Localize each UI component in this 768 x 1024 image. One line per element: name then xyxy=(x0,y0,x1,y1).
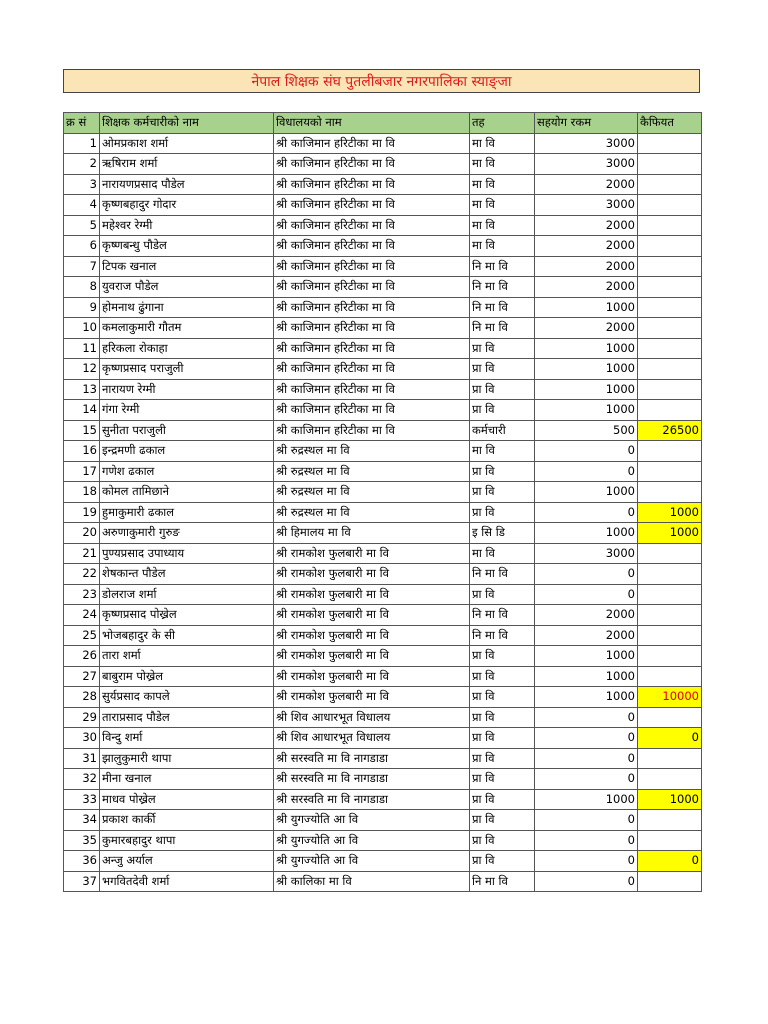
cell-amount[interactable]: 0 xyxy=(535,830,638,851)
cell-remarks[interactable] xyxy=(638,564,702,585)
cell-school[interactable]: श्री रुद्रस्थल मा वि xyxy=(274,441,470,462)
cell-amount[interactable]: 0 xyxy=(535,769,638,790)
cell-name[interactable]: कृष्णबहादुर गोदार xyxy=(100,195,274,216)
cell-name[interactable]: विन्दु शर्मा xyxy=(100,728,274,749)
cell-level[interactable]: नि मा वि xyxy=(470,564,535,585)
cell-sn[interactable]: 5 xyxy=(64,215,100,236)
cell-name[interactable]: कोमल तामिछाने xyxy=(100,482,274,503)
header-amount[interactable]: सहयोग रकम xyxy=(535,113,638,134)
cell-name[interactable]: भोजबहादुर के सी xyxy=(100,625,274,646)
contribution-table xyxy=(63,112,702,892)
cell-sn[interactable]: 26 xyxy=(64,646,100,667)
cell-sn[interactable]: 3 xyxy=(64,174,100,195)
cell-remarks[interactable] xyxy=(638,646,702,667)
cell-level[interactable]: प्रा वि xyxy=(470,687,535,708)
cell-school[interactable]: श्री हिमालय मा वि xyxy=(274,523,470,544)
table-row xyxy=(64,625,702,646)
cell-amount[interactable]: 0 xyxy=(535,502,638,523)
cell-remarks[interactable]: 26500 xyxy=(638,420,702,441)
cell-remarks[interactable] xyxy=(638,584,702,605)
cell-sn[interactable]: 37 xyxy=(64,871,100,892)
cell-name[interactable]: नारायण रेग्मी xyxy=(100,379,274,400)
cell-level[interactable]: मा वि xyxy=(470,154,535,175)
cell-school[interactable]: श्री सरस्वति मा वि नागडाडा xyxy=(274,769,470,790)
table-row xyxy=(64,379,702,400)
cell-level[interactable]: मा वि xyxy=(470,215,535,236)
cell-level[interactable]: प्रा वि xyxy=(470,789,535,810)
cell-remarks[interactable] xyxy=(638,482,702,503)
cell-remarks[interactable] xyxy=(638,830,702,851)
cell-amount[interactable]: 0 xyxy=(535,564,638,585)
cell-level[interactable]: नि मा वि xyxy=(470,625,535,646)
cell-remarks[interactable] xyxy=(638,297,702,318)
cell-sn[interactable]: 22 xyxy=(64,564,100,585)
cell-level[interactable]: मा वि xyxy=(470,236,535,257)
cell-name[interactable]: बाबुराम पोख्रेल xyxy=(100,666,274,687)
cell-name[interactable]: सुर्यप्रसाद कापले xyxy=(100,687,274,708)
table-row xyxy=(64,297,702,318)
cell-amount[interactable]: 3000 xyxy=(535,154,638,175)
cell-sn[interactable]: 18 xyxy=(64,482,100,503)
cell-level[interactable]: मा वि xyxy=(470,543,535,564)
cell-amount[interactable]: 3000 xyxy=(535,195,638,216)
cell-remarks[interactable]: 0 xyxy=(638,851,702,872)
table-row xyxy=(64,277,702,298)
cell-name[interactable]: अन्जु अर्याल xyxy=(100,851,274,872)
cell-sn[interactable]: 10 xyxy=(64,318,100,339)
sheet-title-box xyxy=(63,69,700,93)
cell-name[interactable]: युवराज पौडेल xyxy=(100,277,274,298)
cell-school[interactable]: श्री रामकोश फुलबारी मा वि xyxy=(274,687,470,708)
cell-amount[interactable]: 1000 xyxy=(535,379,638,400)
cell-amount[interactable]: 1000 xyxy=(535,359,638,380)
table-row xyxy=(64,584,702,605)
cell-level[interactable]: प्रा वि xyxy=(470,502,535,523)
cell-amount[interactable]: 0 xyxy=(535,441,638,462)
cell-sn[interactable]: 11 xyxy=(64,338,100,359)
table-body xyxy=(64,133,702,892)
cell-sn[interactable]: 34 xyxy=(64,810,100,831)
cell-school[interactable]: श्री युगज्योति आ वि xyxy=(274,851,470,872)
cell-sn[interactable]: 9 xyxy=(64,297,100,318)
table-row xyxy=(64,564,702,585)
cell-remarks[interactable] xyxy=(638,748,702,769)
table-row xyxy=(64,215,702,236)
table-row xyxy=(64,441,702,462)
table-row xyxy=(64,687,702,708)
cell-school[interactable]: श्री रामकोश फुलबारी मा वि xyxy=(274,584,470,605)
cell-amount[interactable]: 1000 xyxy=(535,646,638,667)
cell-remarks[interactable]: 1000 xyxy=(638,502,702,523)
cell-name[interactable]: तारा शर्मा xyxy=(100,646,274,667)
cell-school[interactable]: श्री काजिमान हरिटीका मा वि xyxy=(274,297,470,318)
cell-sn[interactable]: 14 xyxy=(64,400,100,421)
cell-name[interactable]: पुण्यप्रसाद उपाध्याय xyxy=(100,543,274,564)
cell-school[interactable]: श्री रुद्रस्थल मा वि xyxy=(274,461,470,482)
cell-sn[interactable]: 4 xyxy=(64,195,100,216)
cell-name[interactable]: झालुकुमारी थापा xyxy=(100,748,274,769)
cell-school[interactable]: श्री काजिमान हरिटीका मा वि xyxy=(274,236,470,257)
cell-sn[interactable]: 29 xyxy=(64,707,100,728)
cell-school[interactable]: श्री काजिमान हरिटीका मा वि xyxy=(274,174,470,195)
cell-amount[interactable]: 1000 xyxy=(535,523,638,544)
cell-sn[interactable]: 36 xyxy=(64,851,100,872)
cell-school[interactable]: श्री शिव आधारभूत विधालय xyxy=(274,707,470,728)
cell-school[interactable]: श्री काजिमान हरिटीका मा वि xyxy=(274,400,470,421)
table-row xyxy=(64,154,702,175)
cell-amount[interactable]: 0 xyxy=(535,851,638,872)
cell-level[interactable]: नि मा वि xyxy=(470,605,535,626)
cell-amount[interactable]: 0 xyxy=(535,728,638,749)
cell-school[interactable]: श्री रामकोश फुलबारी मा वि xyxy=(274,605,470,626)
cell-remarks[interactable] xyxy=(638,871,702,892)
cell-amount[interactable]: 1000 xyxy=(535,687,638,708)
cell-sn[interactable]: 25 xyxy=(64,625,100,646)
cell-sn[interactable]: 16 xyxy=(64,441,100,462)
cell-name[interactable]: कमलाकुमारी गौतम xyxy=(100,318,274,339)
cell-remarks[interactable] xyxy=(638,400,702,421)
cell-amount[interactable]: 2000 xyxy=(535,236,638,257)
table-row xyxy=(64,728,702,749)
cell-school[interactable]: श्री सरस्वति मा वि नागडाडा xyxy=(274,748,470,769)
cell-level[interactable]: नि मा वि xyxy=(470,297,535,318)
sheet-title: नेपाल शिक्षक संघ पुतलीबजार नगरपालिका स्याङ्जा xyxy=(251,73,512,90)
table-row xyxy=(64,748,702,769)
cell-sn[interactable]: 20 xyxy=(64,523,100,544)
cell-school[interactable]: श्री काजिमान हरिटीका मा वि xyxy=(274,420,470,441)
cell-level[interactable]: प्रा वि xyxy=(470,338,535,359)
cell-name[interactable]: कुमारबहादुर थापा xyxy=(100,830,274,851)
cell-sn[interactable]: 28 xyxy=(64,687,100,708)
cell-name[interactable]: सुनीता पराजुली xyxy=(100,420,274,441)
cell-remarks[interactable] xyxy=(638,441,702,462)
cell-sn[interactable]: 32 xyxy=(64,769,100,790)
cell-school[interactable]: श्री काजिमान हरिटीका मा वि xyxy=(274,256,470,277)
cell-level[interactable]: मा वि xyxy=(470,441,535,462)
table-row xyxy=(64,256,702,277)
cell-sn[interactable]: 24 xyxy=(64,605,100,626)
cell-remarks[interactable] xyxy=(638,338,702,359)
cell-sn[interactable]: 19 xyxy=(64,502,100,523)
cell-school[interactable]: श्री रामकोश फुलबारी मा वि xyxy=(274,646,470,667)
cell-level[interactable]: प्रा वि xyxy=(470,769,535,790)
cell-sn[interactable]: 17 xyxy=(64,461,100,482)
cell-level[interactable]: प्रा वि xyxy=(470,707,535,728)
cell-remarks[interactable] xyxy=(638,236,702,257)
cell-name[interactable]: गंगा रेग्मी xyxy=(100,400,274,421)
cell-name[interactable]: हरिकला रोकाहा xyxy=(100,338,274,359)
cell-name[interactable]: हुमाकुमारी ढकाल xyxy=(100,502,274,523)
table-row xyxy=(64,789,702,810)
cell-amount[interactable]: 1000 xyxy=(535,338,638,359)
cell-name[interactable]: इन्द्रमणी ढकाल xyxy=(100,441,274,462)
table-row xyxy=(64,871,702,892)
header-school[interactable]: विधालयको नाम xyxy=(274,113,470,134)
cell-amount[interactable]: 0 xyxy=(535,707,638,728)
cell-school[interactable]: श्री युगज्योति आ वि xyxy=(274,810,470,831)
table-row xyxy=(64,195,702,216)
table-row xyxy=(64,707,702,728)
cell-level[interactable]: प्रा वि xyxy=(470,359,535,380)
cell-school[interactable]: श्री काजिमान हरिटीका मा वि xyxy=(274,379,470,400)
table-row xyxy=(64,133,702,154)
cell-sn[interactable]: 7 xyxy=(64,256,100,277)
cell-sn[interactable]: 30 xyxy=(64,728,100,749)
cell-amount[interactable]: 1000 xyxy=(535,666,638,687)
cell-school[interactable]: श्री काजिमान हरिटीका मा वि xyxy=(274,133,470,154)
cell-amount[interactable]: 500 xyxy=(535,420,638,441)
cell-amount[interactable]: 2000 xyxy=(535,277,638,298)
table-row xyxy=(64,236,702,257)
cell-amount[interactable]: 1000 xyxy=(535,400,638,421)
table-row xyxy=(64,646,702,667)
cell-school[interactable]: श्री रामकोश फुलबारी मा वि xyxy=(274,564,470,585)
cell-sn[interactable]: 2 xyxy=(64,154,100,175)
cell-name[interactable]: कृष्णप्रसाद पोख्रेल xyxy=(100,605,274,626)
cell-amount[interactable]: 2000 xyxy=(535,174,638,195)
table-row xyxy=(64,420,702,441)
cell-school[interactable]: श्री काजिमान हरिटीका मा वि xyxy=(274,215,470,236)
cell-school[interactable]: श्री रुद्रस्थल मा वि xyxy=(274,502,470,523)
cell-remarks[interactable] xyxy=(638,133,702,154)
table-row xyxy=(64,359,702,380)
cell-remarks[interactable] xyxy=(638,154,702,175)
cell-name[interactable]: ताराप्रसाद पौडेल xyxy=(100,707,274,728)
table-row xyxy=(64,338,702,359)
table-row xyxy=(64,400,702,421)
cell-remarks[interactable] xyxy=(638,277,702,298)
cell-name[interactable]: नारायणप्रसाद पौडेल xyxy=(100,174,274,195)
cell-level[interactable]: प्रा वि xyxy=(470,830,535,851)
cell-amount[interactable]: 0 xyxy=(535,584,638,605)
cell-school[interactable]: श्री रामकोश फुलबारी मा वि xyxy=(274,543,470,564)
cell-name[interactable]: ओमप्रकाश शर्मा xyxy=(100,133,274,154)
cell-level[interactable]: नि मा वि xyxy=(470,256,535,277)
cell-level[interactable]: प्रा वि xyxy=(470,851,535,872)
cell-level[interactable]: इ सि डि xyxy=(470,523,535,544)
cell-sn[interactable]: 27 xyxy=(64,666,100,687)
table-row xyxy=(64,502,702,523)
cell-amount[interactable]: 2000 xyxy=(535,256,638,277)
cell-school[interactable]: श्री काजिमान हरिटीका मा वि xyxy=(274,318,470,339)
cell-remarks[interactable]: 1000 xyxy=(638,523,702,544)
cell-amount[interactable]: 1000 xyxy=(535,297,638,318)
cell-name[interactable]: कृष्णबन्धु पौडेल xyxy=(100,236,274,257)
cell-remarks[interactable] xyxy=(638,379,702,400)
cell-remarks[interactable]: 1000 xyxy=(638,789,702,810)
cell-remarks[interactable] xyxy=(638,256,702,277)
cell-name[interactable]: मीना खनाल xyxy=(100,769,274,790)
table-row xyxy=(64,666,702,687)
cell-level[interactable]: कर्मचारी xyxy=(470,420,535,441)
cell-school[interactable]: श्री रुद्रस्थल मा वि xyxy=(274,482,470,503)
cell-school[interactable]: श्री काजिमान हरिटीका मा वि xyxy=(274,359,470,380)
cell-remarks[interactable] xyxy=(638,174,702,195)
cell-sn[interactable]: 6 xyxy=(64,236,100,257)
table-row xyxy=(64,174,702,195)
cell-remarks[interactable] xyxy=(638,543,702,564)
table-row xyxy=(64,851,702,872)
table-row xyxy=(64,769,702,790)
cell-school[interactable]: श्री कालिका मा वि xyxy=(274,871,470,892)
cell-name[interactable]: माधव पोख्रेल xyxy=(100,789,274,810)
cell-school[interactable]: श्री शिव आधारभूत विधालय xyxy=(274,728,470,749)
cell-sn[interactable]: 15 xyxy=(64,420,100,441)
cell-name[interactable]: भगवितदेवी शर्मा xyxy=(100,871,274,892)
cell-amount[interactable]: 1000 xyxy=(535,482,638,503)
cell-sn[interactable]: 1 xyxy=(64,133,100,154)
cell-level[interactable]: नि मा वि xyxy=(470,871,535,892)
table-row xyxy=(64,318,702,339)
table-row xyxy=(64,810,702,831)
table-row xyxy=(64,830,702,851)
cell-name[interactable]: शेषकान्त पौडेल xyxy=(100,564,274,585)
header-level[interactable]: तह xyxy=(470,113,535,134)
cell-level[interactable]: प्रा वि xyxy=(470,728,535,749)
cell-amount[interactable]: 2000 xyxy=(535,318,638,339)
cell-school[interactable]: श्री काजिमान हरिटीका मा वि xyxy=(274,277,470,298)
cell-name[interactable]: डोलराज शर्मा xyxy=(100,584,274,605)
cell-level[interactable]: मा वि xyxy=(470,195,535,216)
cell-school[interactable]: श्री युगज्योति आ वि xyxy=(274,830,470,851)
table-row xyxy=(64,543,702,564)
cell-amount[interactable]: 0 xyxy=(535,461,638,482)
cell-remarks[interactable] xyxy=(638,359,702,380)
cell-level[interactable]: प्रा वि xyxy=(470,748,535,769)
cell-sn[interactable]: 33 xyxy=(64,789,100,810)
cell-amount[interactable]: 2000 xyxy=(535,605,638,626)
cell-amount[interactable]: 3000 xyxy=(535,133,638,154)
cell-remarks[interactable] xyxy=(638,625,702,646)
cell-name[interactable]: ऋषिराम शर्मा xyxy=(100,154,274,175)
cell-amount[interactable]: 0 xyxy=(535,810,638,831)
cell-name[interactable]: कृष्णप्रसाद पराजुली xyxy=(100,359,274,380)
cell-amount[interactable]: 1000 xyxy=(535,789,638,810)
cell-school[interactable]: श्री काजिमान हरिटीका मा वि xyxy=(274,195,470,216)
cell-name[interactable]: महेश्वर रेग्मी xyxy=(100,215,274,236)
cell-name[interactable]: होमनाथ ढुंगाना xyxy=(100,297,274,318)
cell-sn[interactable]: 13 xyxy=(64,379,100,400)
cell-remarks[interactable] xyxy=(638,769,702,790)
cell-remarks[interactable] xyxy=(638,707,702,728)
cell-sn[interactable]: 8 xyxy=(64,277,100,298)
cell-amount[interactable]: 0 xyxy=(535,871,638,892)
cell-sn[interactable]: 35 xyxy=(64,830,100,851)
cell-level[interactable]: प्रा वि xyxy=(470,461,535,482)
cell-level[interactable]: प्रा वि xyxy=(470,666,535,687)
cell-level[interactable]: प्रा वि xyxy=(470,379,535,400)
cell-school[interactable]: श्री रामकोश फुलबारी मा वि xyxy=(274,625,470,646)
header-name[interactable]: शिक्षक कर्मचारीको नाम xyxy=(100,113,274,134)
cell-amount[interactable]: 2000 xyxy=(535,625,638,646)
cell-remarks[interactable]: 0 xyxy=(638,728,702,749)
cell-school[interactable]: श्री काजिमान हरिटीका मा वि xyxy=(274,154,470,175)
cell-remarks[interactable] xyxy=(638,318,702,339)
cell-sn[interactable]: 21 xyxy=(64,543,100,564)
table-row xyxy=(64,461,702,482)
cell-name[interactable]: गणेश ढकाल xyxy=(100,461,274,482)
cell-school[interactable]: श्री रामकोश फुलबारी मा वि xyxy=(274,666,470,687)
cell-remarks[interactable] xyxy=(638,215,702,236)
cell-level[interactable]: मा वि xyxy=(470,174,535,195)
header-remarks[interactable]: कैफियत xyxy=(638,113,702,134)
cell-school[interactable]: श्री सरस्वति मा वि नागडाडा xyxy=(274,789,470,810)
cell-level[interactable]: प्रा वि xyxy=(470,400,535,421)
table-row xyxy=(64,605,702,626)
cell-name[interactable]: प्रकाश कार्की xyxy=(100,810,274,831)
header-sn[interactable]: क्र सं xyxy=(64,113,100,134)
cell-name[interactable]: अरुणाकुमारी गुरुङ xyxy=(100,523,274,544)
cell-sn[interactable]: 12 xyxy=(64,359,100,380)
cell-remarks[interactable] xyxy=(638,605,702,626)
cell-level[interactable]: प्रा वि xyxy=(470,584,535,605)
cell-remarks[interactable] xyxy=(638,810,702,831)
cell-level[interactable]: प्रा वि xyxy=(470,810,535,831)
cell-remarks[interactable]: 10000 xyxy=(638,687,702,708)
cell-level[interactable]: नि मा वि xyxy=(470,318,535,339)
cell-name[interactable]: टिपक खनाल xyxy=(100,256,274,277)
cell-level[interactable]: प्रा वि xyxy=(470,646,535,667)
table-row xyxy=(64,523,702,544)
table-row xyxy=(64,482,702,503)
header-row xyxy=(64,113,702,134)
cell-remarks[interactable] xyxy=(638,195,702,216)
cell-level[interactable]: मा वि xyxy=(470,133,535,154)
cell-school[interactable]: श्री काजिमान हरिटीका मा वि xyxy=(274,338,470,359)
cell-amount[interactable]: 2000 xyxy=(535,215,638,236)
cell-amount[interactable]: 3000 xyxy=(535,543,638,564)
cell-sn[interactable]: 31 xyxy=(64,748,100,769)
cell-level[interactable]: नि मा वि xyxy=(470,277,535,298)
cell-remarks[interactable] xyxy=(638,666,702,687)
cell-level[interactable]: प्रा वि xyxy=(470,482,535,503)
cell-sn[interactable]: 23 xyxy=(64,584,100,605)
cell-remarks[interactable] xyxy=(638,461,702,482)
cell-amount[interactable]: 0 xyxy=(535,748,638,769)
